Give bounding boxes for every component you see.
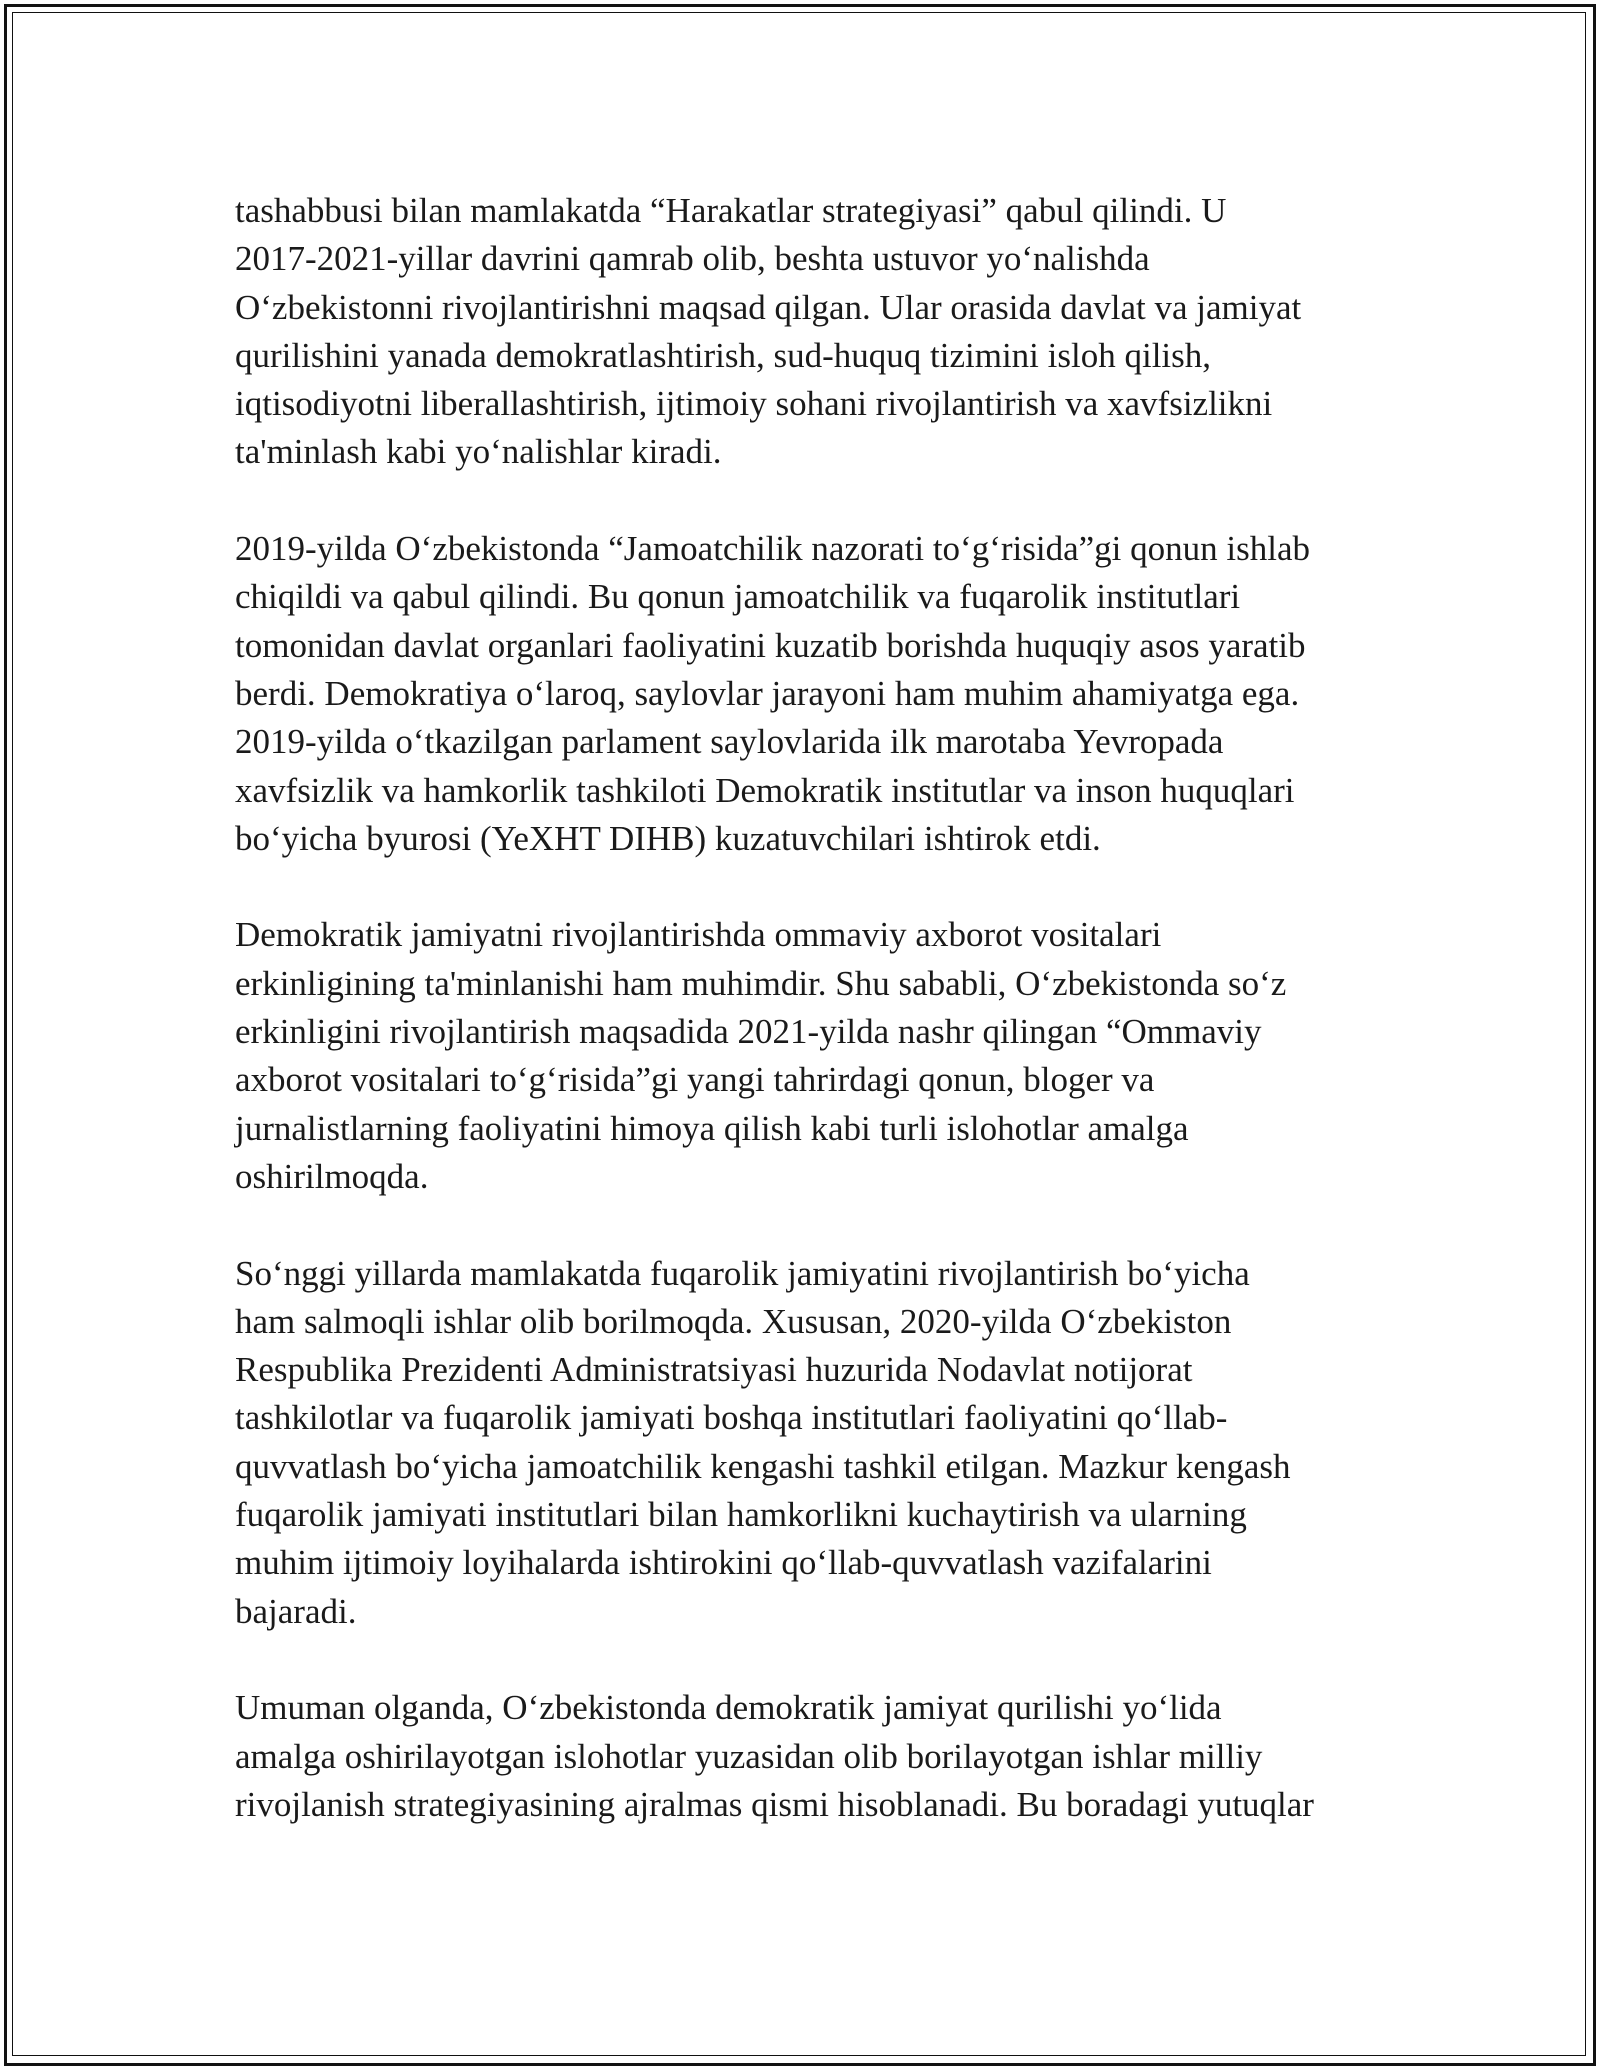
text-line: axborot vositalari to‘g‘risida”gi yangi tahrirdagi qonun, bloger va <box>235 1060 1155 1100</box>
text-line: 2019-yilda O‘zbekistonda “Jamoatchilik nazorati to‘g‘risida”gi qonun ishlab <box>235 529 1310 569</box>
text-line: rivojlanish strategiyasining ajralmas qismi hisoblanadi. Bu boradagi yutuqlar <box>235 1784 1314 1824</box>
text-line: Umuman olganda, O‘zbekistonda demokratik jamiyat qurilishi yo‘lida <box>235 1688 1222 1728</box>
text-line: 2017-2021-yillar davrini qamrab olib, beshta ustuvor yo‘nalishda <box>235 239 1150 279</box>
text-line: quvvatlash bo‘yicha jamoatchilik kengashi tashkil etilgan. Mazkur kengash <box>235 1446 1291 1486</box>
text-line: chiqildi va qabul qilindi. Bu qonun jamoatchilik va fuqarolik institutlari <box>235 577 1241 617</box>
text-line: erkinligining ta'minlanishi ham muhimdir. Shu sababli, O‘zbekistonda so‘z <box>235 963 1287 1003</box>
paragraph-1 <box>235 187 1375 477</box>
text-line: So‘nggi yillarda mamlakatda fuqarolik jamiyatini rivojlantirish bo‘yicha <box>235 1253 1250 1293</box>
text-line: xavfsizlik va hamkorlik tashkiloti Demokratik institutlar va inson huquqlari <box>235 770 1295 810</box>
document-body <box>235 187 1375 1829</box>
text-line: Demokratik jamiyatni rivojlantirishda ommaviy axborot vositalari <box>235 915 1162 955</box>
text-line: 2019-yilda o‘tkazilgan parlament saylovlarida ilk marotaba Yevropada <box>235 722 1224 762</box>
text-line: amalga oshirilayotgan islohotlar yuzasidan olib borilayotgan ishlar milliy <box>235 1736 1263 1776</box>
text-line: bo‘yicha byurosi (YeXHT DIHB) kuzatuvchilari ishtirok etdi. <box>235 818 1101 858</box>
paragraph-5 <box>235 1684 1375 1829</box>
text-line: tomonidan davlat organlari faoliyatini kuzatib borishda huquqiy asos yaratib <box>235 625 1306 665</box>
text-line: ham salmoqli ishlar olib borilmoqda. Xususan, 2020-yilda O‘zbekiston <box>235 1301 1232 1341</box>
paragraph-4 <box>235 1250 1375 1636</box>
text-line: Respublika Prezidenti Administratsiyasi huzurida Nodavlat notijorat <box>235 1350 1193 1390</box>
text-line: bajaradi. <box>235 1591 357 1631</box>
text-line: iqtisodiyotni liberallashtirish, ijtimoiy sohani rivojlantirish va xavfsizlikni <box>235 384 1273 424</box>
text-line: oshirilmoqda. <box>235 1156 429 1196</box>
paragraph-3 <box>235 911 1375 1201</box>
text-line: tashabbusi bilan mamlakatda “Harakatlar strategiyasi” qabul qilindi. U <box>235 191 1227 230</box>
text-line: erkinligini rivojlantirish maqsadida 2021-yilda nashr qilingan “Ommaviy <box>235 1012 1262 1052</box>
paragraph-2 <box>235 525 1375 863</box>
text-line: fuqarolik jamiyati institutlari bilan hamkorlikni kuchaytirish va ularning <box>235 1495 1247 1535</box>
text-line: tashkilotlar va fuqarolik jamiyati boshqa institutlari faoliyatini qo‘llab- <box>235 1398 1228 1438</box>
text-line: ta'minlash kabi yo‘nalishlar kiradi. <box>235 432 722 472</box>
text-line: O‘zbekistonni rivojlantirishni maqsad qilgan. Ular orasida davlat va jamiyat <box>235 287 1302 327</box>
text-line: jurnalistlarning faoliyatini himoya qilish kabi turli islohotlar amalga <box>235 1108 1189 1148</box>
text-line: qurilishini yanada demokratlashtirish, sud-huquq tizimini isloh qilish, <box>235 335 1212 375</box>
text-line: muhim ijtimoiy loyihalarda ishtirokini qo‘llab-quvvatlash vazifalarini <box>235 1543 1212 1583</box>
text-line: berdi. Demokratiya o‘laroq, saylovlar jarayoni ham muhim ahamiyatga ega. <box>235 673 1300 713</box>
